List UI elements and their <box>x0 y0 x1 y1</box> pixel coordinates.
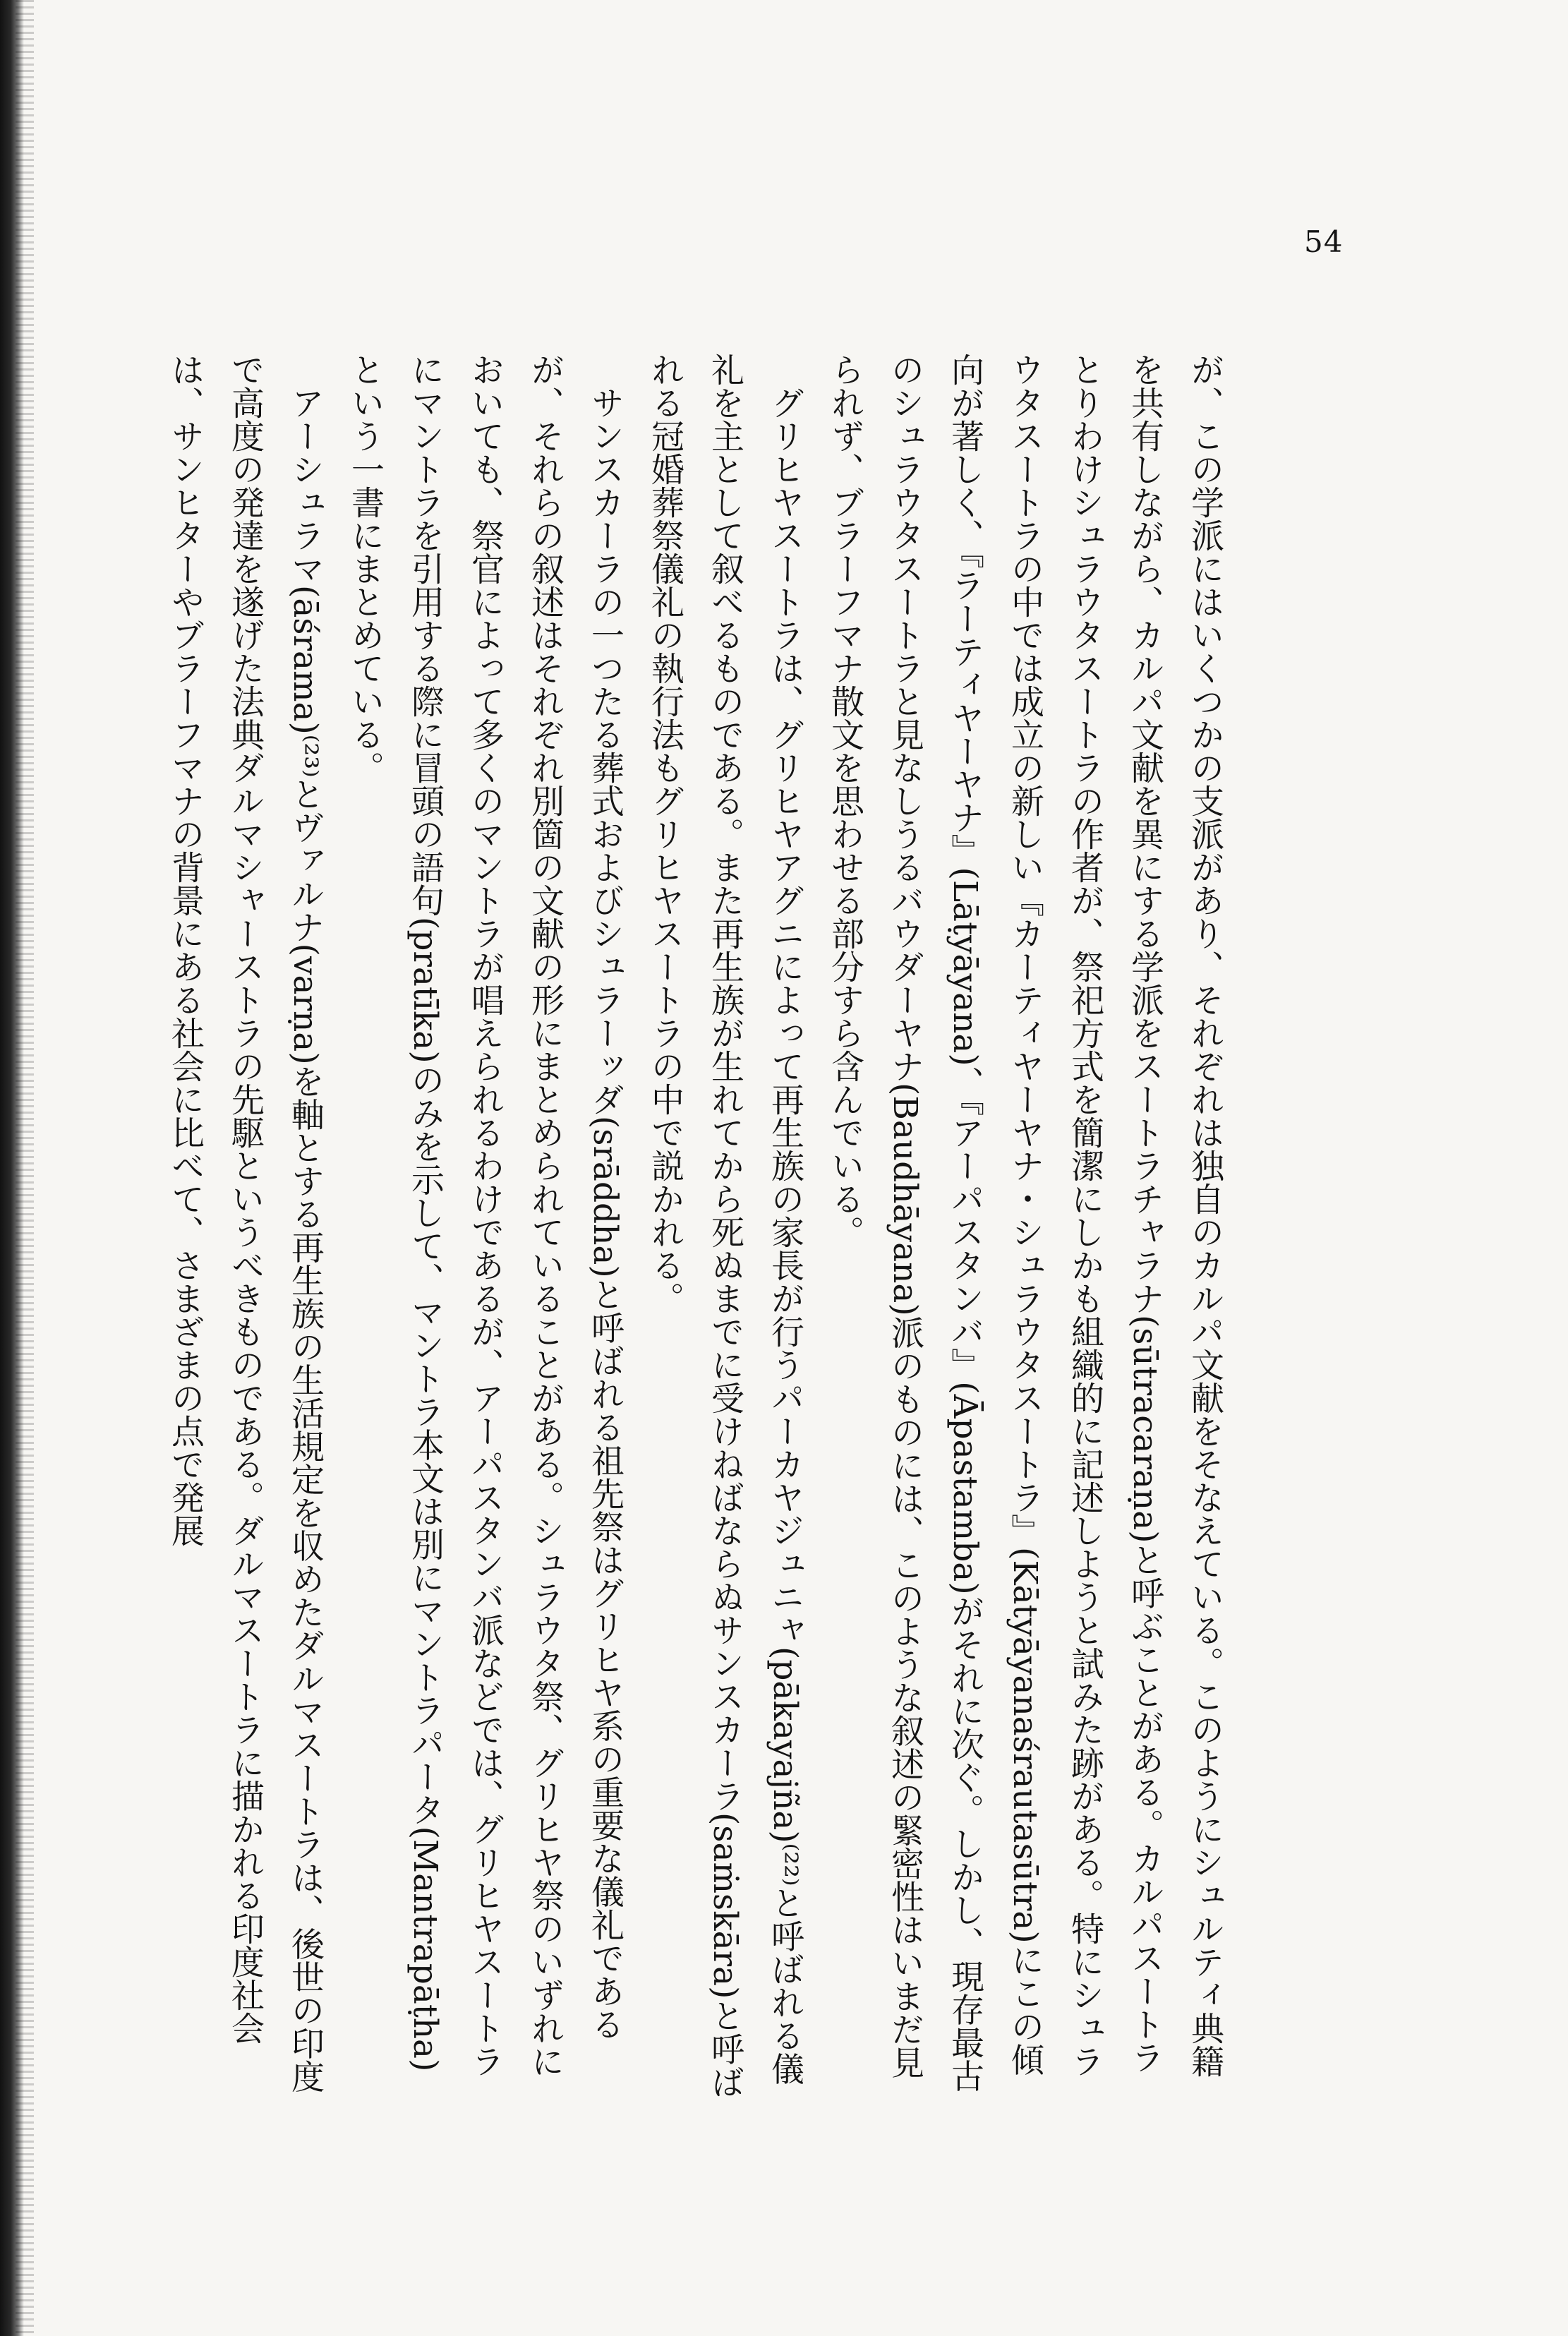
paragraph-2: グリヒヤスートラは、グリヒヤアグニによって再生族の家長が行うパーカヤジュニャ(pākayajña)⁽²²⁾と呼ばれる儀礼を主として叙べるものである。また再生族が生れてから死ぬまでに受けねばならぬサンスカーラ(saṁskāra)と呼ばれる冠婚葬祭儀礼の執行法もグリヒヤスートラの中で説かれる。 <box>646 353 804 2099</box>
vertical-body-text <box>166 353 1235 2103</box>
page-number: 54 <box>1304 224 1344 259</box>
scan-edge-texture <box>16 0 34 2336</box>
paragraph-1: が、この学派にはいくつかの支派があり、それぞれは独自のカルパ文献をそなえている。このようにシュルティ典籍を共有しながら、カルパ文献を異にする学派をスートラチャラナ(sūtracaraṇa)と呼ぶことがある。カルパスートラとりわけシュラウタスートラの作者が、祭祀方式を簡潔にしかも組織的に記述しようと試みた跡がある。特にシュラウタスートラの中では成立の新しい『カーティヤーヤナ・シュラウタスートラ』(Kātyāyanaśrautasūtra)にこの傾向が著しく、『ラーティヤーヤナ』(Lāṭyāyana)、『アーパスタンバ』(Āpastamba)がそれに次ぐ。しかし、現存最古のシュラウタスートラと見なしうるバウダーヤナ(Baudhāyana)派のものには、このような叙述の緊密性はいまだ見られず、ブラーフマナ散文を思わせる部分すら含んでいる。 <box>826 353 1224 2093</box>
paragraph-4: アーシュラマ(āśrama)⁽²³⁾とヴァルナ(varṇa)を軸とする再生族の生活規定を収めたダルマスートラは、後世の印度で高度の発達を遂げた法典ダルマシャーストラの先駆というべきものである。ダルマスートラに描かれる印度社会は、サンヒターやブラーフマナの背景にある社会に比べて、さまざまの点で発展 <box>166 353 325 2093</box>
paragraph-3: サンスカーラの一つたる葬式およびシュラーッダ(srāddha)と呼ばれる祖先祭はグリヒヤ系の重要な儀礼であるが、それらの叙述はそれぞれ別箇の文献の形にまとめられていることがある。シュラウタ祭、グリヒヤ祭のいずれにおいても、祭官によって多くのマントラが唱えられるわけであるが、アーパスタンバ派などでは、グリヒヤスートラにマントラを引用する際に冒頭の語句(pratīka)のみを示して、マントラ本文は別にマントラパータ(Mantrapāṭha)という一書にまとめている。 <box>346 353 625 2078</box>
